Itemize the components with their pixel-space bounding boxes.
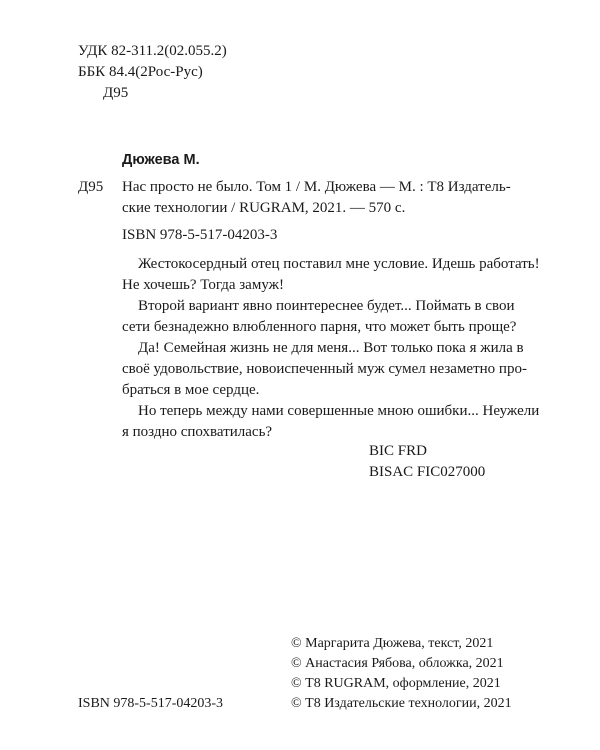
annotation-line: сети безнадежно влюбленного парня, что может быть проще? — [122, 319, 517, 335]
copyright-line: © Т8 Издательские технологии, 2021 — [291, 696, 512, 711]
bbk-code: ББК 84.4(2Рос-Рус) — [78, 64, 203, 80]
annotation-line: Не хочешь? Тогда замуж! — [122, 277, 284, 293]
record-author-mark: Д95 — [78, 179, 104, 195]
isbn: ISBN 978-5-517-04203-3 — [122, 227, 278, 243]
annotation-line: я поздно спохватилась? — [122, 424, 273, 440]
copyright-line: © Т8 RUGRAM, оформление, 2021 — [291, 676, 501, 691]
description-line: ские технологии / RUGRAM, 2021. — 570 с. — [122, 200, 406, 216]
annotation-line: Второй вариант явно поинтереснее будет... Поймать в свои — [138, 298, 515, 314]
annotation-line: браться в мое сердце. — [122, 382, 260, 398]
description-line: Нас просто не было. Том 1 / М. Дюжева — М. : Т8 Издатель- — [122, 179, 511, 195]
annotation-line: Да! Семейная жизнь не для меня... Вот только пока я жила в — [138, 340, 524, 356]
author-name: Дюжева М. — [122, 152, 200, 168]
copyright-line: © Маргарита Дюжева, текст, 2021 — [291, 636, 494, 651]
bisac-code: BISAC FIC027000 — [369, 464, 486, 480]
author-mark: Д95 — [103, 85, 129, 101]
annotation-line: Жестокосердный отец поставил мне условие. Идешь работать! — [138, 256, 540, 272]
annotation-line: Но теперь между нами совершенные мною ошибки... Неужели — [138, 403, 540, 419]
footer-isbn: ISBN 978-5-517-04203-3 — [78, 696, 224, 711]
bic-code: BIC FRD — [369, 443, 427, 459]
udk-code: УДК 82-311.2(02.055.2) — [78, 43, 227, 59]
copyright-line: © Анастасия Рябова, обложка, 2021 — [291, 656, 504, 671]
annotation-line: своё удовольствие, новоиспеченный муж сумел незаметно про- — [122, 361, 527, 377]
